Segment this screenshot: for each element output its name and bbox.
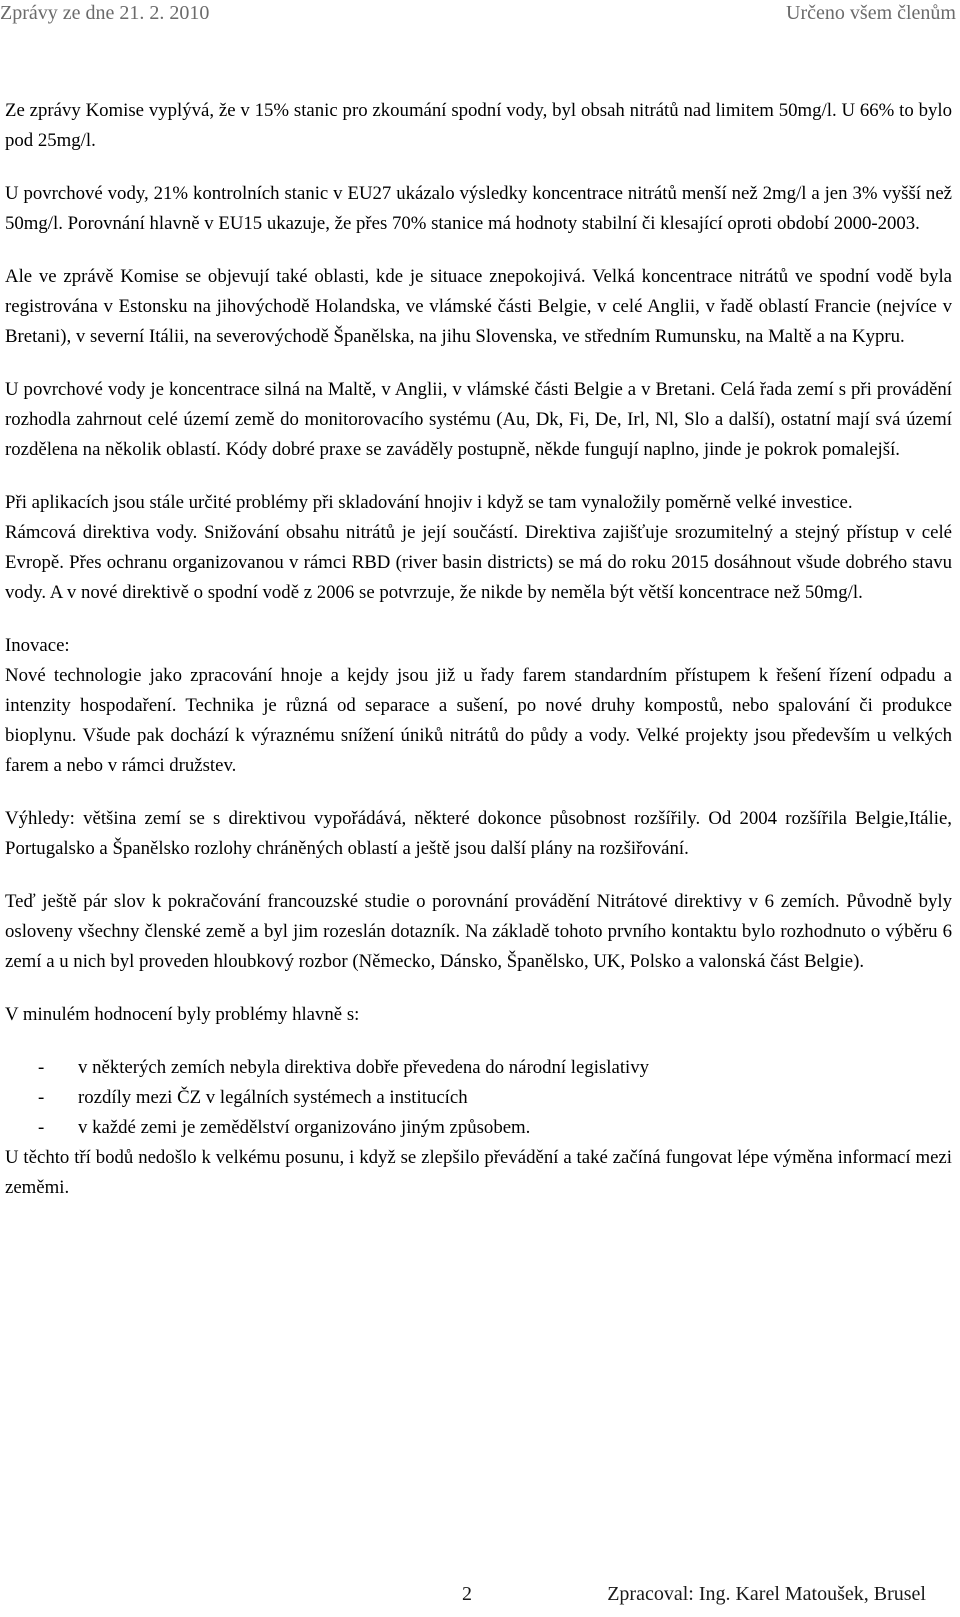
- paragraph-storage-problems: Při aplikacích jsou stále určité problémy při skladování hnojiv i když se tam vynaložily poměrně velké investice.: [5, 492, 853, 513]
- paragraph-monitoring: U povrchové vody je koncentrace silná na Maltě, v Anglii, v vlámské části Belgie a v Bretani. Celá řada zemí s při provádění rozhodla zahrnout celé území země do monitorovacího systému (Au, Dk, Fi, De, Irl, Nl, Slo a další), ostatní mají svá území rozdělena na několik oblastí. Kódy dobré praxe se zaváděly postupně, někde fungují naplno, jinde je pokrok pomalejší.: [5, 379, 952, 460]
- paragraph-framework-directive: Rámcová direktiva vody. Snižování obsahu nitrátů je její součástí. Direktiva zajišťuje srozumitelný a stejný přístup v celé Evropě. Přes ochranu organizovanou v rámci RBD (river basin districts) se má do roku 2015 dosáhnout všude dobrého stavu vody. A v nové direktivě o spodní vodě z 2006 se potvrzuje, že nikde by neměla být větší koncentrace než 50mg/l.: [5, 522, 952, 603]
- list-item-text: v každé zemi je zemědělství organizováno jiným způsobem.: [78, 1117, 531, 1138]
- list-item-text: v některých zemích nebyla direktiva dobře převedena do národní legislativy: [78, 1057, 650, 1078]
- list-dash: -: [38, 1117, 45, 1138]
- header-audience: Určeno všem členům: [786, 2, 956, 24]
- page-number: 2: [462, 1583, 472, 1605]
- paragraph-problems-intro: V minulém hodnocení byly problémy hlavně s:: [5, 1004, 360, 1025]
- footer-author: Zpracoval: Ing. Karel Matoušek, Brusel: [607, 1583, 926, 1605]
- page-footer: [0, 1583, 960, 1615]
- header-date: Zprávy ze dne 21. 2. 2010: [0, 2, 210, 24]
- list-item: [5, 1113, 952, 1143]
- paragraph-concern-areas: Ale ve zprávě Komise se objevují také oblasti, kde je situace znepokojivá. Velká koncentrace nitrátů ve spodní vodě byla registrována v Estonsku na jihovýchodě Holandska, ve vlámské části Belgie, v celé Anglii, v řadě oblastí Francie (nejvíce v Bretani), v severní Itálii, na severovýchodě Španělska, na jihu Slovenska, ve středním Rumunsku, na Maltě a na Kypru.: [5, 266, 952, 347]
- document-body: [5, 96, 952, 1226]
- list-item: [5, 1053, 952, 1083]
- list-dash: -: [38, 1087, 45, 1108]
- list-dash: -: [38, 1057, 45, 1078]
- section-heading-innovation: Inovace:: [5, 635, 70, 656]
- paragraph-french-study: Teď ještě pár slov k pokračování francouzské studie o porovnání provádění Nitrátové direktivy v 6 zemích. Původně byly osloveny všechny členské země a byl jim rozeslán dotazník. Na základě tohoto prvního kontaktu bylo rozhodnuto o výběru 6 zemí a u nich byl proveden hloubkový rozbor (Německo, Dánsko, Španělsko, UK, Polsko a valonská část Belgie).: [5, 891, 952, 972]
- paragraph-surface-water: U povrchové vody, 21% kontrolních stanic v EU27 ukázalo výsledky koncentrace nitrátů menší než 2mg/l a jen 3% vyšší než 50mg/l. Porovnání hlavně v EU15 ukazuje, že přes 70% stanice má hodnoty stabilní či klesající oproti období 2000-2003.: [5, 183, 952, 234]
- paragraph-innovation: Nové technologie jako zpracování hnoje a kejdy jsou již u řady farem standardním přístupem k řešení řízení odpadu a intenzity hospodaření. Technika je různá od separace a sušení, po nové druhy kompostů, nebo spalování či produkce bioplynu. Všude pak dochází k výraznému snížení úniků nitrátů do půdy a vody. Velké projekty jsou především u velkých farem a nebo v rámci družstev.: [5, 665, 952, 776]
- problems-list: [5, 1053, 952, 1143]
- paragraph-groundwater: Ze zprávy Komise vyplývá, že v 15% stanic pro zkoumání spodní vody, byl obsah nitrátů nad limitem 50mg/l. U 66% to bylo pod 25mg/l.: [5, 100, 952, 151]
- page-header: [0, 0, 960, 40]
- paragraph-closing: U těchto tří bodů nedošlo k velkému posunu, i když se zlepšilo převádění a také začíná fungovat lépe výměna informací mezi zeměmi.: [5, 1147, 952, 1198]
- paragraph-outlook: Výhledy: většina zemí se s direktivou vypořádává, některé dokonce působnost rozšířily. Od 2004 rozšířila Belgie,Itálie, Portugalsko a Španělsko rozlohy chráněných oblastí a ještě jsou další plány na rozšiřování.: [5, 808, 952, 859]
- list-item: [5, 1083, 952, 1113]
- list-item-text: rozdíly mezi ČZ v legálních systémech a institucích: [78, 1087, 468, 1108]
